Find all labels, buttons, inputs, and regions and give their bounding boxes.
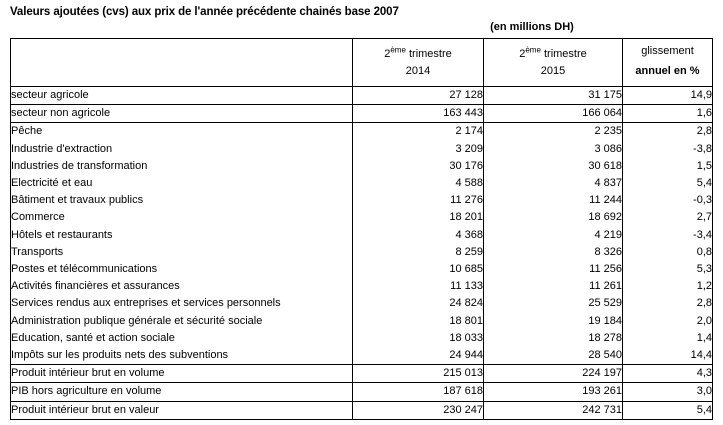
row-label: Transports <box>11 245 64 258</box>
cell-q2-2014: 24 824 <box>353 295 484 312</box>
row-label: secteur agricole <box>11 87 353 105</box>
row-label: Industrie d'extraction <box>11 142 113 155</box>
row-label: Administration publique générale et sécurité sociale <box>11 314 263 327</box>
row-label: secteur non agricole <box>11 105 353 123</box>
cell-glissement: 2,8 <box>623 295 713 312</box>
table-row <box>11 313 713 330</box>
header-q2-2014-line1 <box>384 45 452 61</box>
cell-q2-2015: 28 540 <box>484 347 623 365</box>
row-label: Produit intérieur brut en valeur <box>11 403 159 416</box>
table-body <box>11 87 713 420</box>
row-label: Postes et télécommunications <box>11 263 158 276</box>
column-header-q2-2014 <box>353 39 484 87</box>
table-row <box>11 261 713 278</box>
cell-q2-2015: 30 618 <box>484 158 623 175</box>
table-row <box>11 347 713 365</box>
header-row <box>11 39 713 87</box>
cell-q2-2015: 4 219 <box>484 227 623 244</box>
cell-glissement: 4,3 <box>623 365 713 383</box>
cell-glissement: 2,8 <box>623 123 713 141</box>
cell-glissement: 5,3 <box>623 261 713 278</box>
header-q2-2015-num: 2 <box>519 48 526 61</box>
cell-q2-2014: 18 201 <box>353 209 484 226</box>
cell-glissement: 0,8 <box>623 244 713 261</box>
cell-glissement: 1,5 <box>623 158 713 175</box>
table-row <box>11 227 713 244</box>
header-glissement-line1: glissement <box>641 44 694 57</box>
cell-q2-2014: 4 368 <box>353 227 484 244</box>
table-row <box>11 123 713 141</box>
cell-q2-2014: 10 685 <box>353 261 484 278</box>
cell-glissement: 5,4 <box>623 175 713 192</box>
cell-q2-2014: 18 033 <box>353 330 484 347</box>
cell-q2-2014: 2 174 <box>353 123 484 141</box>
cell-q2-2015: 8 326 <box>484 244 623 261</box>
cell-q2-2014: 215 013 <box>353 365 484 383</box>
cell-q2-2015: 31 175 <box>484 87 623 105</box>
column-header-label <box>11 39 353 87</box>
row-label: Bâtiment et travaux publics <box>11 194 144 207</box>
cell-glissement: 14,9 <box>623 87 713 105</box>
row-label: Produit intérieur brut en volume <box>11 365 353 383</box>
header-q2-2014-num: 2 <box>384 48 391 61</box>
cell-glissement: 1,4 <box>623 330 713 347</box>
header-q2-2014-year: 2014 <box>405 65 431 78</box>
page-title: Valeurs ajoutées (cvs) aux prix de l'année précédente chainés base 2007 <box>10 6 399 18</box>
value-added-table <box>10 38 713 420</box>
row-label: PIB hors agriculture en volume <box>11 383 353 401</box>
header-q2-2014-ordinal: ème <box>390 45 406 55</box>
table-row <box>11 401 713 419</box>
cell-q2-2014: 11 133 <box>353 278 484 295</box>
cell-q2-2014: 3 209 <box>353 141 484 158</box>
table-row <box>11 365 713 383</box>
cell-q2-2015: 18 278 <box>484 330 623 347</box>
cell-q2-2015: 3 086 <box>484 141 623 158</box>
cell-glissement: -0,3 <box>623 192 713 209</box>
cell-q2-2014: 230 247 <box>353 401 484 419</box>
header-q2-2015-line1 <box>519 45 587 61</box>
header-q2-2015-word: trimestre <box>540 48 587 61</box>
cell-q2-2014: 30 176 <box>353 158 484 175</box>
row-label: Electricité et eau <box>11 177 93 190</box>
table-row <box>11 278 713 295</box>
row-label: Activités financières et assurances <box>11 280 180 293</box>
cell-q2-2014: 163 443 <box>353 105 484 123</box>
table-row <box>11 295 713 312</box>
cell-q2-2015: 25 529 <box>484 295 623 312</box>
units-caption: (en millions DH) <box>490 21 574 33</box>
header-q2-2014-word: trimestre <box>405 48 452 61</box>
header-q2-2015-ordinal: ème <box>525 45 541 55</box>
table-row <box>11 158 713 175</box>
cell-q2-2015: 4 837 <box>484 175 623 192</box>
cell-glissement: 1,2 <box>623 278 713 295</box>
cell-q2-2014: 18 801 <box>353 313 484 330</box>
cell-q2-2014: 24 944 <box>353 347 484 365</box>
header-glissement-line2: annuel en % <box>635 65 700 78</box>
cell-q2-2015: 19 184 <box>484 313 623 330</box>
row-label: Commerce <box>11 211 65 224</box>
cell-q2-2015: 11 256 <box>484 261 623 278</box>
cell-q2-2014: 8 259 <box>353 244 484 261</box>
cell-q2-2014: 4 588 <box>353 175 484 192</box>
row-label: Hôtels et restaurants <box>11 228 113 241</box>
header-q2-2015-year: 2015 <box>540 65 566 78</box>
cell-glissement: -3,8 <box>623 141 713 158</box>
table-row <box>11 330 713 347</box>
row-label: Pêche <box>11 125 43 138</box>
table-row <box>11 244 713 261</box>
cell-q2-2015: 11 244 <box>484 192 623 209</box>
cell-q2-2015: 193 261 <box>484 383 623 401</box>
cell-glissement: 14,4 <box>623 347 713 365</box>
cell-glissement: 2,0 <box>623 313 713 330</box>
table-row <box>11 209 713 226</box>
table-row <box>11 383 713 401</box>
cell-q2-2014: 187 618 <box>353 383 484 401</box>
table-header <box>11 39 713 87</box>
cell-glissement: 1,6 <box>623 105 713 123</box>
cell-glissement: -3,4 <box>623 227 713 244</box>
cell-q2-2015: 166 064 <box>484 105 623 123</box>
column-header-glissement <box>623 39 713 87</box>
row-label: Services rendus aux entreprises et services personnels <box>11 297 281 310</box>
cell-glissement: 5,4 <box>623 401 713 419</box>
row-label: Education, santé et action sociale <box>11 331 175 344</box>
cell-q2-2015: 224 197 <box>484 365 623 383</box>
row-label: Industries de transformation <box>11 159 148 172</box>
table-row <box>11 141 713 158</box>
cell-glissement: 3,0 <box>623 383 713 401</box>
row-label: Impôts sur les produits nets des subventions <box>11 347 353 365</box>
column-header-q2-2015 <box>484 39 623 87</box>
table-row <box>11 192 713 209</box>
cell-q2-2015: 242 731 <box>484 401 623 419</box>
table-row <box>11 175 713 192</box>
table-row <box>11 87 713 105</box>
cell-glissement: 2,7 <box>623 209 713 226</box>
cell-q2-2015: 2 235 <box>484 123 623 141</box>
cell-q2-2015: 11 261 <box>484 278 623 295</box>
cell-q2-2015: 18 692 <box>484 209 623 226</box>
cell-q2-2014: 27 128 <box>353 87 484 105</box>
table-row <box>11 105 713 123</box>
cell-q2-2014: 11 276 <box>353 192 484 209</box>
